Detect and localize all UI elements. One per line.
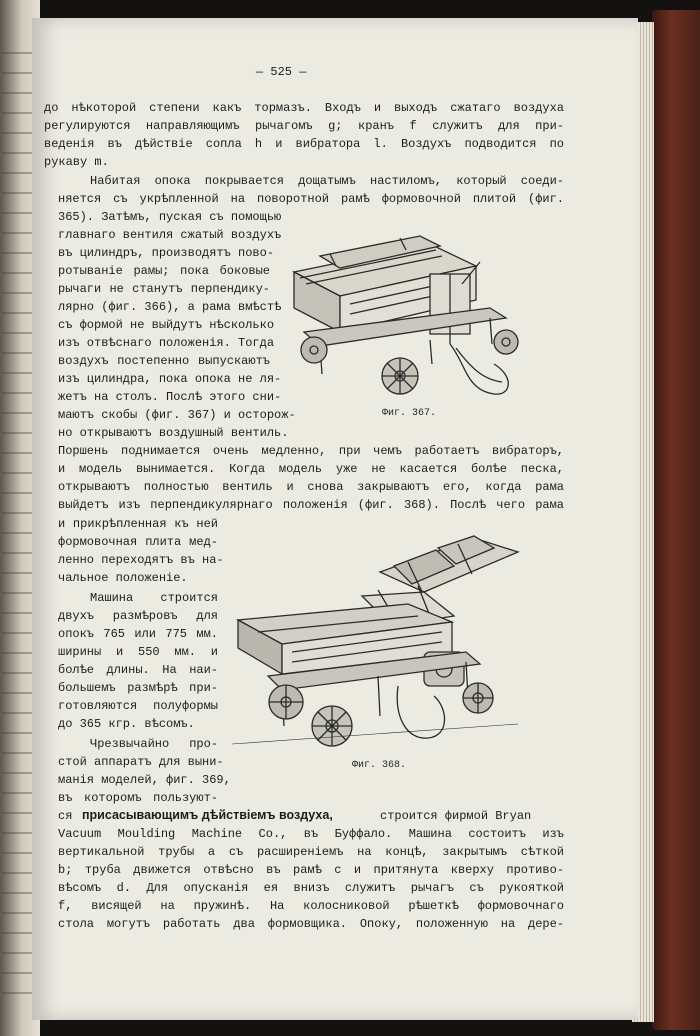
figure-367-caption: Фиг. 367. (382, 408, 437, 419)
text-line: b; труба движется отвѣсно въ рамѣ c и притянута кверху противо- (58, 863, 564, 877)
text-line: вертикальной трубы a съ расширеніемъ на концѣ, закрытымъ сѣткой (58, 845, 564, 859)
text-line: Поршень поднимается очень медленно, при чемъ работаетъ вибраторъ, (58, 444, 564, 458)
text-line: главнаго вентиля сжатый воздухъ (58, 228, 282, 242)
text-line: и модель вынимается. Когда модель уже не касается болѣе песка, (58, 462, 564, 476)
text-line: изъ отвѣснаго положенія. Тогда (58, 336, 275, 350)
text-line: съ формой не выйдутъ нѣсколько (58, 318, 275, 332)
text-line: стой аппаратъ для выни- (58, 755, 224, 769)
text-line: f, висящей на пружинѣ. На колосниковой рѣшеткѣ формовочнаго (58, 899, 564, 913)
text-line: рычаги не станутъ перпендику- (58, 282, 270, 296)
text-line: въ цилиндръ, производятъ пово- (58, 246, 275, 260)
text-line: выйдетъ изъ перпендикулярнаго положенія (фиг. 368). Послѣ чего рама (58, 498, 564, 512)
text-line: ленно переходятъ въ на- (58, 553, 224, 567)
text-line: жетъ на столъ. Послѣ этого сни- (58, 390, 282, 404)
text-line: ширины и 550 мм. и (58, 645, 218, 659)
text-line: стола могутъ работать два формовщика. Опоку, положенную на дере- (58, 917, 564, 931)
text-line: формовочная плита мед- (58, 535, 218, 549)
text-line: манія моделей, фиг. 369, (58, 773, 231, 787)
moulding-machine-drawing (280, 214, 526, 404)
text-line: воздухъ постепенно выпускаютъ (58, 354, 270, 368)
text-line: 365). Затѣмъ, пуская съ помощью (58, 210, 282, 224)
text-line: Машина строится (90, 591, 218, 605)
book-cover (652, 10, 700, 1030)
text-line: Набитая опока покрывается дощатымъ настиломъ, который соеди- (90, 174, 564, 188)
emphasized-phrase: присасывающимъ дѣйствіемъ воздуха, (82, 808, 333, 822)
text-line: Чрезвычайно про- (90, 737, 218, 751)
text-line: ротываніе рамы; пока боковые (58, 264, 270, 278)
text-line: открываютъ полностью вентиль и снова закрываютъ его, когда рама (58, 480, 564, 494)
text-line: рукаву m. (44, 155, 109, 169)
text-line: Vacuum Moulding Machine Co., въ Буффало. Машина состоитъ изъ (58, 827, 564, 841)
text-line: маютъ скобы (фиг. 367) и осторож- (58, 408, 296, 422)
text-line: готовляются полуформы (58, 699, 218, 713)
text-line: и прикрѣпленная къ ней (58, 517, 218, 531)
text-line: но открываютъ воздушный вентиль. (58, 426, 289, 440)
figure-368-caption: Фиг. 368. (352, 760, 407, 771)
text-line: лярно (фиг. 366), а рама вмѣстѣ (58, 300, 282, 314)
text-line: ся (58, 809, 73, 823)
left-page-text-lines (2, 40, 32, 1000)
book-page (32, 18, 638, 1020)
text-line: чальное положеніе. (58, 571, 188, 585)
text-line: двухъ размѣровъ для (58, 609, 218, 623)
text-line: болѣе длины. На наи- (58, 663, 218, 677)
vacuum-machine-drawing (228, 526, 520, 754)
text-line: изъ цилиндра, пока опока не ля- (58, 372, 282, 386)
text-line: до 365 кгр. вѣсомъ. (58, 717, 195, 731)
text-line: няется съ укрѣпленной на поворотной рамѣ формовочной плитой (фиг. (58, 192, 564, 206)
text-line: въ которомъ пользуют- (58, 791, 218, 805)
text-line: большемъ размѣрѣ при- (58, 681, 218, 695)
figure-367-illustration (280, 214, 526, 404)
figure-368-illustration (228, 526, 520, 754)
text-line: опокъ 765 или 775 мм. (58, 627, 218, 641)
page-number: — 525 — (256, 65, 307, 79)
text-line: регулируются направляющимъ рычагомъ g; кранъ f служитъ для при- (44, 119, 564, 133)
text-line: строится фирмой Bryan (380, 809, 532, 823)
text-line: вѣсомъ d. Для опусканія ея внизъ служитъ рычагъ съ рукояткой (58, 881, 564, 895)
text-line: до нѣкоторой степени какъ тормазъ. Входъ и выходъ сжатаго воздуха (44, 101, 564, 115)
text-line: веденія въ дѣйствіе сопла h и вибратора l. Воздухъ подводится по (44, 137, 564, 151)
